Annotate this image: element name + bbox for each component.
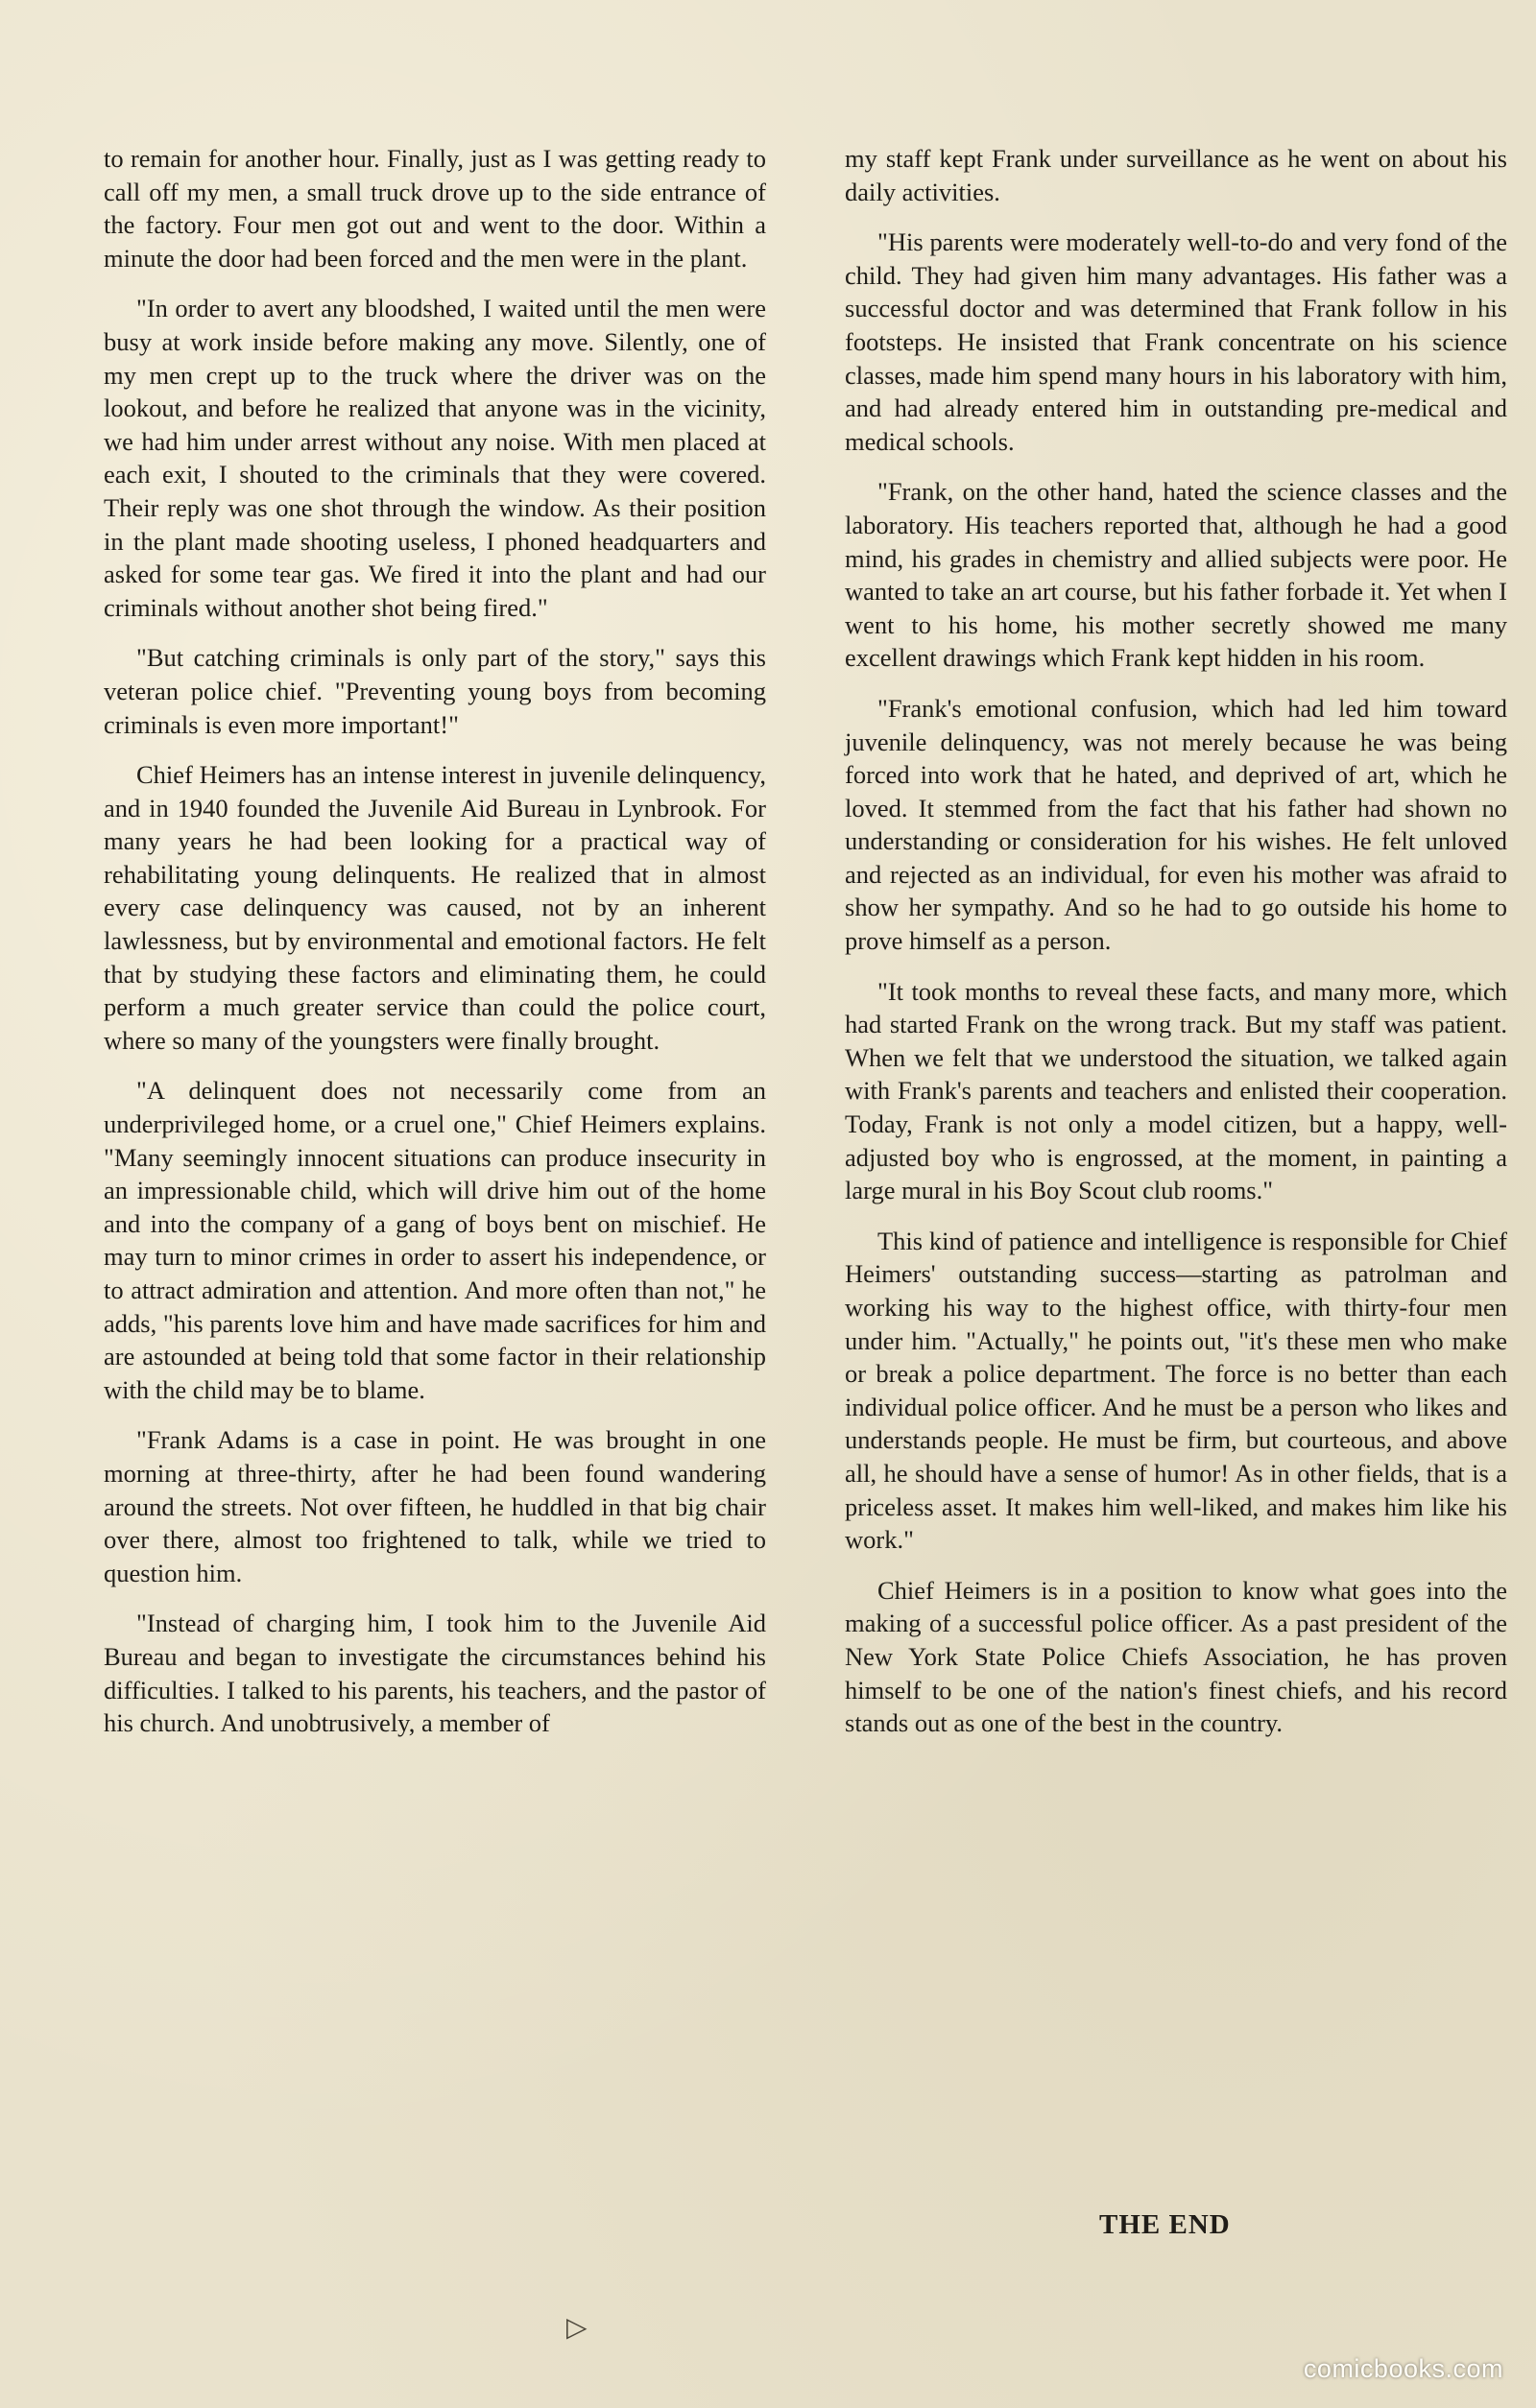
- paragraph: "A delinquent does not necessarily come from an underprivileged home, or a cruel one," Chief Heimers explains. "Many seemingly innocent situations can produce insecurity in an impressionable child, which will drive him out of the home and into the company of a gang of boys bent on mischief. He may turn to minor crimes in order to assert his independence, or to attract admiration and attention. And more often than not," he adds, "his parents love him and have made sacrifices for him and are astounded at being told that some factor in their relationship with the child may be to blame.: [104, 1076, 766, 1404]
- watermark-text: comicbooks.com: [1303, 2354, 1503, 2383]
- paragraph: Chief Heimers is in a position to know what goes into the making of a successful police officer. As a past president of the New York State Police Chiefs Association, he has proven himself to be one of the nation's finest chiefs, and his record stands out as one of the best in the country.: [845, 1575, 1507, 1738]
- paragraph: "Frank Adams is a case in point. He was brought in one morning at three-thirty, after he had been found wandering around the streets. Not over fifteen, he huddled in that big chair over there, almost too frightened to talk, while we tried to question him.: [104, 1425, 766, 1587]
- paragraph: "But catching criminals is only part of the story," says this veteran police chief. "Preventing young boys from becoming criminals is even more important!": [104, 643, 766, 739]
- paragraph: "It took months to reveal these facts, and many more, which had started Frank on the wrong track. But my staff was patient. When we felt that we understood the situation, we talked again with Frank's parents and teachers and enlisted their cooperation. Today, Frank is not only a model citizen, but a happy, well-adjusted boy who is engrossed, at the moment, in painting a large mural in his Boy Scout club rooms.": [845, 976, 1507, 1205]
- paragraph: to remain for another hour. Finally, just as I was getting ready to call off my men, a small truck drove up to the side entrance of the factory. Four men got out and went to the door. Within a minute the door had been forced and the men were in the plant.: [104, 144, 766, 273]
- paragraph: "Frank, on the other hand, hated the science classes and the laboratory. His teachers reported that, although he had a good mind, his grades in chemistry and allied subjects were poor. He wanted to take an art course, but his father forbade it. Yet when I went to his home, his mother secretly showed me many excellent drawings which Frank kept hidden in his room.: [845, 477, 1507, 673]
- paragraph: "Frank's emotional confusion, which had led him toward juvenile delinquency, was not merely because he was being forced into work that he hated, and deprived of art, which he loved. It stemmed from the fact that his father had shown no understanding or consideration for his wishes. He felt unloved and rejected as an individual, for even his mother was afraid to show her sympathy. And so he had to go outside his home to prove himself as a person.: [845, 693, 1507, 956]
- paragraph: my staff kept Frank under surveillance as he went on about his daily activities.: [845, 144, 1507, 206]
- left-text-column: [104, 142, 766, 1757]
- paragraph: "His parents were moderately well-to-do and very fond of the child. They had given him many advantages. His father was a successful doctor and was determined that Frank follow in his footsteps. He insisted that Frank concentrate on his science classes, made him spend many hours in his laboratory with him, and had already entered him in outstanding pre-medical and medical schools.: [845, 227, 1507, 456]
- the-end-label: THE END: [1099, 2209, 1231, 2240]
- page-mark-icon: ▷: [566, 2313, 588, 2343]
- paragraph: Chief Heimers has an intense interest in juvenile delinquency, and in 1940 founded the Juvenile Aid Bureau in Lynbrook. For many years he had been looking for a practical way of rehabilitating young delinquents. He realized that in almost every case delinquency was caused, not by an inherent lawlessness, but by environmental and emotional factors. He felt that by studying these factors and eliminating them, he could perform a much greater service than could the police court, where so many of the youngsters were finally brought.: [104, 760, 766, 1055]
- paragraph: "Instead of charging him, I took him to the Juvenile Aid Bureau and began to investigate the circumstances behind his difficulties. I talked to his parents, his teachers, and the pastor of his church. And unobtrusively, a member of: [104, 1609, 766, 1738]
- paragraph: This kind of patience and intelligence is responsible for Chief Heimers' outstanding success—starting as patrolman and working his way to the highest office, with thirty-four men under him. "Actually," he points out, "it's these men who make or break a police department. The force is no better than each individual police officer. And he must be a person who likes and understands people. He must be firm, but courteous, and above all, he should have a sense of humor! As in other fields, that is a priceless asset. It makes him well-liked, and makes him like his work.": [845, 1226, 1507, 1555]
- right-text-column: [845, 142, 1507, 1757]
- paragraph: "In order to avert any bloodshed, I waited until the men were busy at work inside before making any move. Silently, one of my men crept up to the truck where the driver was on the lookout, and before he realized that anyone was in the vicinity, we had him under arrest without any noise. With men placed at each exit, I shouted to the criminals that they were covered. Their reply was one shot through the window. As their position in the plant made shooting useless, I phoned headquarters and asked for some tear gas. We fired it into the plant and had our criminals without another shot being fired.": [104, 294, 766, 622]
